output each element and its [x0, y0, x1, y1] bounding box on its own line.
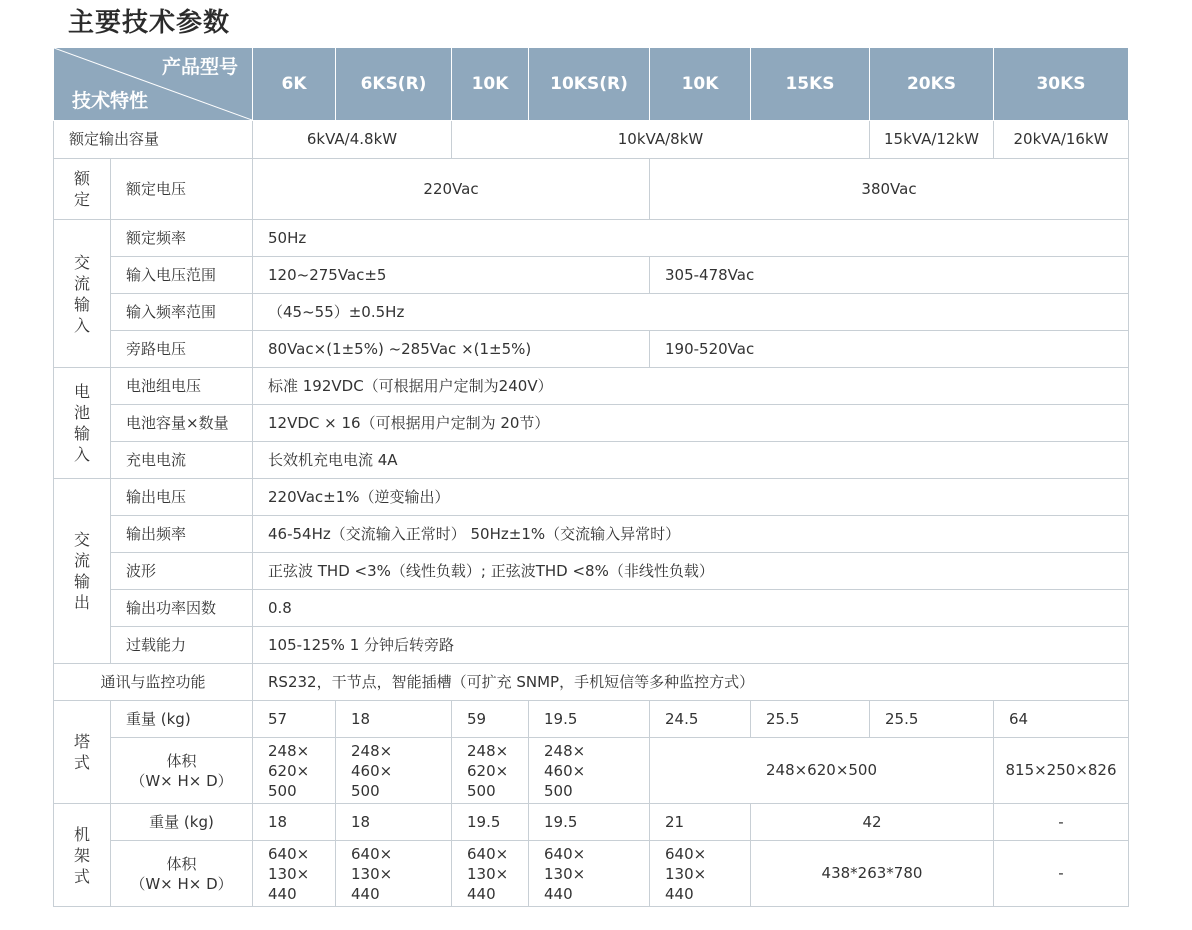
cell-value: 6kVA/4.8kW: [253, 121, 452, 159]
cell-value: 640× 130× 440: [452, 841, 529, 907]
model-header: 6K: [253, 48, 336, 121]
model-label: 产品型号: [161, 56, 238, 78]
cell-value: 19.5: [529, 701, 650, 738]
cell-value: 57: [253, 701, 336, 738]
cell-value: 24.5: [650, 701, 751, 738]
table-row: [54, 405, 1129, 442]
category-rack: 机 架 式: [54, 804, 111, 907]
cell-value: 42: [751, 804, 994, 841]
row-label: 输出电压: [111, 479, 253, 516]
model-header: 20KS: [870, 48, 994, 121]
cell-value: （45~55）±0.5Hz: [253, 294, 1129, 331]
row-label: 输入电压范围: [111, 257, 253, 294]
row-label: 电池容量×数量: [111, 405, 253, 442]
table-row: [54, 257, 1129, 294]
cell-value: 380Vac: [650, 159, 1129, 220]
model-header: 10K: [650, 48, 751, 121]
cell-value: 25.5: [870, 701, 994, 738]
row-label: 输出频率: [111, 516, 253, 553]
cell-value: 640× 130× 440: [650, 841, 751, 907]
cell-value: 640× 130× 440: [253, 841, 336, 907]
row-label: 电池组电压: [111, 368, 253, 405]
cell-value: 46-54Hz（交流输入正常时） 50Hz±1%（交流输入异常时）: [253, 516, 1129, 553]
row-label: 额定电压: [111, 159, 253, 220]
cell-value: 18: [336, 804, 452, 841]
cell-value: 21: [650, 804, 751, 841]
table-row: [54, 331, 1129, 368]
table-row: [54, 368, 1129, 405]
cell-value: 80Vac×(1±5%) ~285Vac ×(1±5%): [253, 331, 650, 368]
table-row: [54, 121, 1129, 159]
row-label: 输入频率范围: [111, 294, 253, 331]
row-label: 过载能力: [111, 627, 253, 664]
spec-label: 技术特性: [72, 90, 149, 112]
cell-value: 220Vac±1%（逆变输出）: [253, 479, 1129, 516]
cell-value: 15kVA/12kW: [870, 121, 994, 159]
cell-value: 59: [452, 701, 529, 738]
category-tower: 塔 式: [54, 701, 111, 804]
table-row: [54, 627, 1129, 664]
row-label: 旁路电压: [111, 331, 253, 368]
cell-value: 64: [994, 701, 1129, 738]
table-row: [54, 664, 1129, 701]
table-row: [54, 701, 1129, 738]
cell-value: 248×620×500: [650, 738, 994, 804]
cell-value: 248× 460× 500: [529, 738, 650, 804]
cell-value: 长效机充电电流 4A: [253, 442, 1129, 479]
model-header: 6KS(R): [336, 48, 452, 121]
row-label: 体积 （W× H× D）: [111, 841, 253, 907]
row-label: 通讯与监控功能: [54, 664, 253, 701]
cell-value: 19.5: [452, 804, 529, 841]
cell-value: 248× 460× 500: [336, 738, 452, 804]
cell-value: 248× 620× 500: [452, 738, 529, 804]
cell-value: 815×250×826: [994, 738, 1129, 804]
cell-value: 18: [253, 804, 336, 841]
cell-value: 190-520Vac: [650, 331, 1129, 368]
cell-value: 105-125% 1 分钟后转旁路: [253, 627, 1129, 664]
cell-value: 640× 130× 440: [529, 841, 650, 907]
cell-value: 50Hz: [253, 220, 1129, 257]
cell-value: 640× 130× 440: [336, 841, 452, 907]
table-row: [54, 738, 1129, 804]
cell-value: 248× 620× 500: [253, 738, 336, 804]
table-row: [54, 220, 1129, 257]
row-label: 体积 （W× H× D）: [111, 738, 253, 804]
table-row: [54, 159, 1129, 220]
table-row: [54, 442, 1129, 479]
category-battery: 电 池 输 入: [54, 368, 111, 479]
row-label: 额定输出容量: [54, 121, 253, 159]
row-label: 输出功率因数: [111, 590, 253, 627]
cell-value: -: [994, 804, 1129, 841]
cell-value: 19.5: [529, 804, 650, 841]
header-row: [54, 48, 1129, 121]
cell-value: 10kVA/8kW: [452, 121, 870, 159]
page-title: 主要技术参数: [68, 8, 231, 38]
row-label: 重量 (kg): [111, 804, 253, 841]
row-label: 波形: [111, 553, 253, 590]
category-ac-output: 交 流 输 出: [54, 479, 111, 664]
row-label: 额定频率: [111, 220, 253, 257]
row-label: 充电电流: [111, 442, 253, 479]
cell-value: 18: [336, 701, 452, 738]
cell-value: 20kVA/16kW: [994, 121, 1129, 159]
table-row: [54, 479, 1129, 516]
table-row: [54, 516, 1129, 553]
cell-value: 438*263*780: [751, 841, 994, 907]
cell-value: RS232，干节点，智能插槽（可扩充 SNMP，手机短信等多种监控方式）: [253, 664, 1129, 701]
table-row: [54, 553, 1129, 590]
cell-value: 标准 192VDC（可根据用户定制为240V）: [253, 368, 1129, 405]
cell-value: 12VDC × 16（可根据用户定制为 20节）: [253, 405, 1129, 442]
cell-value: 正弦波 THD <3%（线性负载）; 正弦波THD <8%（非线性负载）: [253, 553, 1129, 590]
model-header: 30KS: [994, 48, 1129, 121]
category-ac-input: 交 流 输 入: [54, 220, 111, 368]
cell-value: 220Vac: [253, 159, 650, 220]
model-header: 10KS(R): [529, 48, 650, 121]
header-diagonal-cell: [54, 48, 253, 121]
cell-value: -: [994, 841, 1129, 907]
model-header: 10K: [452, 48, 529, 121]
table-row: [54, 841, 1129, 907]
cell-value: 120~275Vac±5: [253, 257, 650, 294]
model-header: 15KS: [751, 48, 870, 121]
table-row: [54, 294, 1129, 331]
cell-value: 0.8: [253, 590, 1129, 627]
row-label: 重量 (kg): [111, 701, 253, 738]
spec-table: [53, 47, 1129, 907]
cell-value: 25.5: [751, 701, 870, 738]
category-rated: 额 定: [54, 159, 111, 220]
cell-value: 305-478Vac: [650, 257, 1129, 294]
table-row: [54, 804, 1129, 841]
table-row: [54, 590, 1129, 627]
